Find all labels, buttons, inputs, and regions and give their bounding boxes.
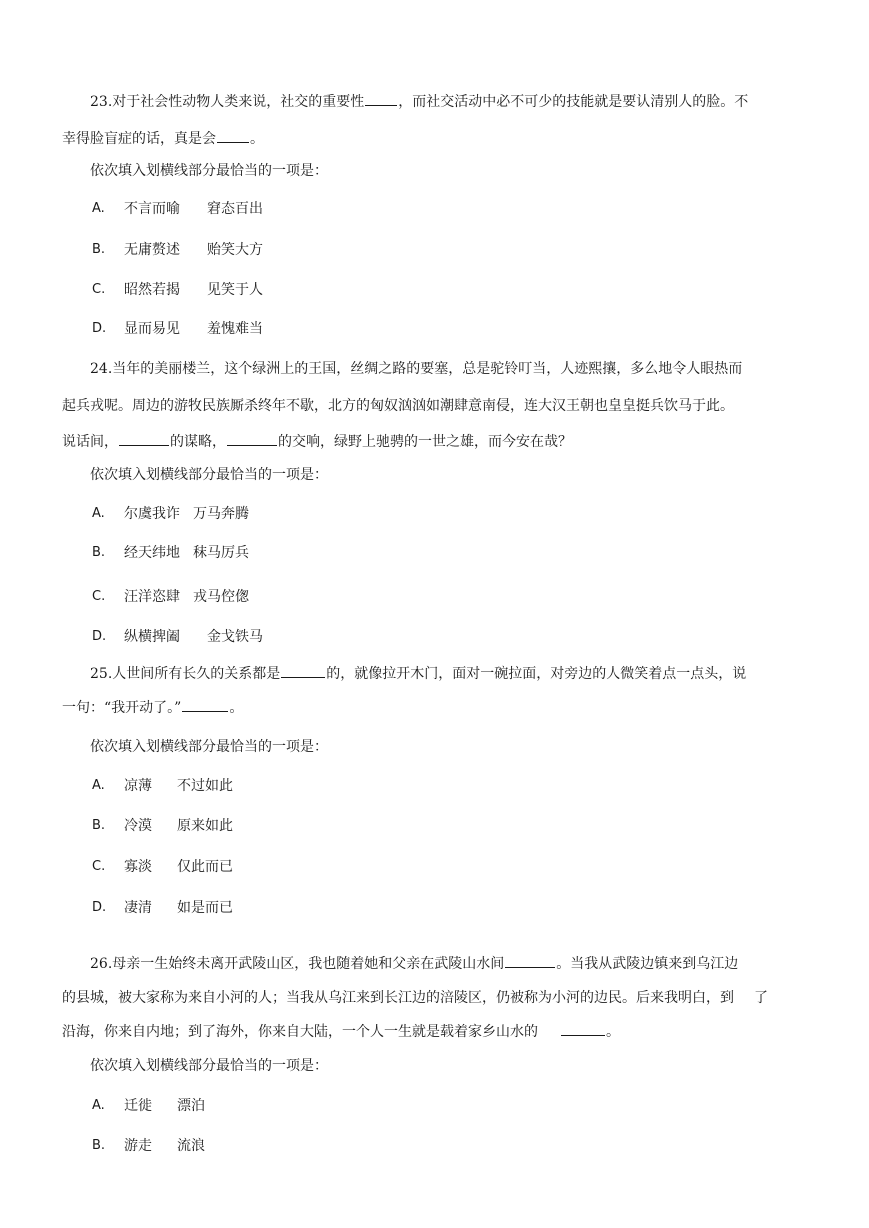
- option-word-1: 无庸赘述: [124, 242, 180, 258]
- question-prompt: 依次填入划横线部分最恰当的一项是：: [90, 739, 328, 755]
- option-word-1: 冷漠: [124, 818, 152, 834]
- option-letter: A.: [92, 778, 105, 793]
- option-a[interactable]: [0, 504, 869, 524]
- answer-blank: [227, 431, 277, 446]
- option-word-1: 凄清: [124, 900, 152, 916]
- option-letter: D.: [92, 321, 107, 336]
- question-text: 了: [754, 990, 768, 1006]
- question-number: 26.: [90, 956, 113, 972]
- option-word-1: 迁徙: [124, 1098, 152, 1114]
- option-letter: D.: [92, 900, 107, 915]
- question-text: 沿海，你来自内地；到了海外，你来自大陆，一个人一生就是载着家乡山水的: [62, 1024, 538, 1040]
- option-word-1: 游走: [124, 1138, 152, 1154]
- answer-blank: [281, 663, 325, 678]
- question-23-line-2: [62, 128, 264, 148]
- option-word-2: 贻笑大方: [207, 242, 263, 258]
- option-letter: A.: [92, 1098, 105, 1113]
- question-text: 。: [250, 131, 264, 147]
- question-25-line-1: [90, 663, 746, 683]
- question-text: 的县城，被大家称为来自小河的人；当我从乌江来到长江边的涪陵区，仍被称为小河的边民。后来我明白，到: [62, 990, 734, 1006]
- question-text: 。: [229, 700, 244, 716]
- option-word-2: 原来如此: [177, 818, 233, 834]
- option-c[interactable]: [0, 280, 869, 300]
- option-letter: B.: [92, 1138, 106, 1153]
- question-24-line-1: [90, 359, 742, 379]
- option-b[interactable]: [0, 1136, 869, 1156]
- question-text: 当年的美丽楼兰，这个绿洲上的王国，丝绸之路的要塞，总是驼铃叮当，人迹熙攘，多么地令人眼热而: [112, 361, 743, 377]
- option-word-1: 纵横捭阖: [124, 629, 180, 645]
- answer-blank: [561, 1021, 605, 1036]
- option-letter: A.: [92, 201, 105, 216]
- option-word-2: 见笑于人: [207, 282, 263, 298]
- option-b[interactable]: [0, 543, 869, 563]
- option-letter: D.: [92, 629, 107, 644]
- answer-blank: [217, 128, 249, 143]
- option-word-1: 不言而喻: [124, 201, 180, 217]
- option-word-1: 经天纬地: [124, 545, 180, 561]
- option-word-1: 尔虞我诈: [124, 506, 180, 522]
- question-text: 。: [606, 1024, 620, 1040]
- option-word-2: 如是而已: [177, 900, 233, 916]
- question-text: ，而社交活动中必不可少的技能就是要认清别人的脸。不: [398, 94, 749, 110]
- question-text: 幸得脸盲症的话，真是会: [62, 131, 216, 147]
- question-text: 人世间所有长久的关系都是: [112, 666, 281, 682]
- question-25-line-2: [62, 697, 243, 717]
- question-number: 25.: [90, 666, 113, 682]
- question-prompt: 依次填入划横线部分最恰当的一项是：: [90, 163, 328, 179]
- question-26-line-2: [62, 988, 768, 1008]
- option-letter: C.: [92, 282, 106, 297]
- question-text: 。当我从武陵边镇来到乌江边: [556, 956, 739, 972]
- option-letter: B.: [92, 818, 106, 833]
- question-number: 24.: [90, 361, 113, 377]
- option-letter: B.: [92, 242, 106, 257]
- option-word-1: 汪洋恣肆: [124, 589, 180, 605]
- option-d[interactable]: [0, 319, 869, 339]
- option-word-2: 戎马倥偬: [193, 589, 249, 605]
- question-text: 对于社会性动物人类来说，社交的重要性: [112, 94, 365, 110]
- option-word-2: 流浪: [177, 1138, 205, 1154]
- option-letter: C.: [92, 589, 106, 604]
- question-number: 23.: [90, 94, 113, 110]
- option-word-2: 不过如此: [177, 778, 233, 794]
- question-24-line-2: 起兵戎呢。周边的游牧民族厮杀终年不歇，北方的匈奴汹汹如潮肆意南侵，连大汉王朝也皇皇挺兵饮马于此。: [62, 398, 734, 414]
- option-word-2: 漂泊: [177, 1098, 205, 1114]
- question-text: 的交响，绿野上驰骋的一世之雄，而今安在哉？: [278, 434, 572, 450]
- option-word-2: 窘态百出: [207, 201, 263, 217]
- option-word-1: 显而易见: [124, 321, 180, 337]
- question-text: 说话间，: [62, 434, 118, 450]
- option-a[interactable]: [0, 1096, 869, 1116]
- option-b[interactable]: [0, 816, 869, 836]
- option-d[interactable]: [0, 898, 869, 918]
- question-26-line-3: [62, 1021, 620, 1041]
- option-letter: B.: [92, 545, 106, 560]
- question-23-line-1: [90, 91, 748, 111]
- option-a[interactable]: [0, 199, 869, 219]
- option-letter: C.: [92, 859, 106, 874]
- option-letter: A.: [92, 506, 105, 521]
- answer-blank: [365, 91, 397, 106]
- answer-blank: [119, 431, 169, 446]
- option-word-1: 昭然若揭: [124, 282, 180, 298]
- option-word-2: 仅此而已: [177, 859, 233, 875]
- option-word-2: 秣马厉兵: [193, 545, 249, 561]
- question-text: 的，就像拉开木门，面对一碗拉面，对旁边的人微笑着点一点头，说: [326, 666, 747, 682]
- option-word-2: 羞愧难当: [207, 321, 263, 337]
- question-26-line-1: [90, 953, 738, 973]
- option-c[interactable]: [0, 587, 869, 607]
- answer-blank: [505, 953, 555, 968]
- answer-blank: [182, 697, 228, 712]
- option-c[interactable]: [0, 857, 869, 877]
- option-word-1: 寡淡: [124, 859, 152, 875]
- question-prompt: 依次填入划横线部分最恰当的一项是：: [90, 467, 328, 483]
- option-word-2: 万马奔腾: [193, 506, 249, 522]
- question-24-line-3: [62, 431, 572, 451]
- question-text: 母亲一生始终未离开武陵山区，我也随着她和父亲在武陵山水间: [112, 956, 505, 972]
- option-word-2: 金戈铁马: [207, 629, 263, 645]
- option-word-1: 凉薄: [124, 778, 152, 794]
- question-text: 一句：“我开动了。”: [62, 700, 182, 716]
- option-d[interactable]: [0, 627, 869, 647]
- option-a[interactable]: [0, 776, 869, 796]
- question-prompt: 依次填入划横线部分最恰当的一项是：: [90, 1058, 328, 1074]
- question-text: 的谋略，: [170, 434, 226, 450]
- option-b[interactable]: [0, 240, 869, 260]
